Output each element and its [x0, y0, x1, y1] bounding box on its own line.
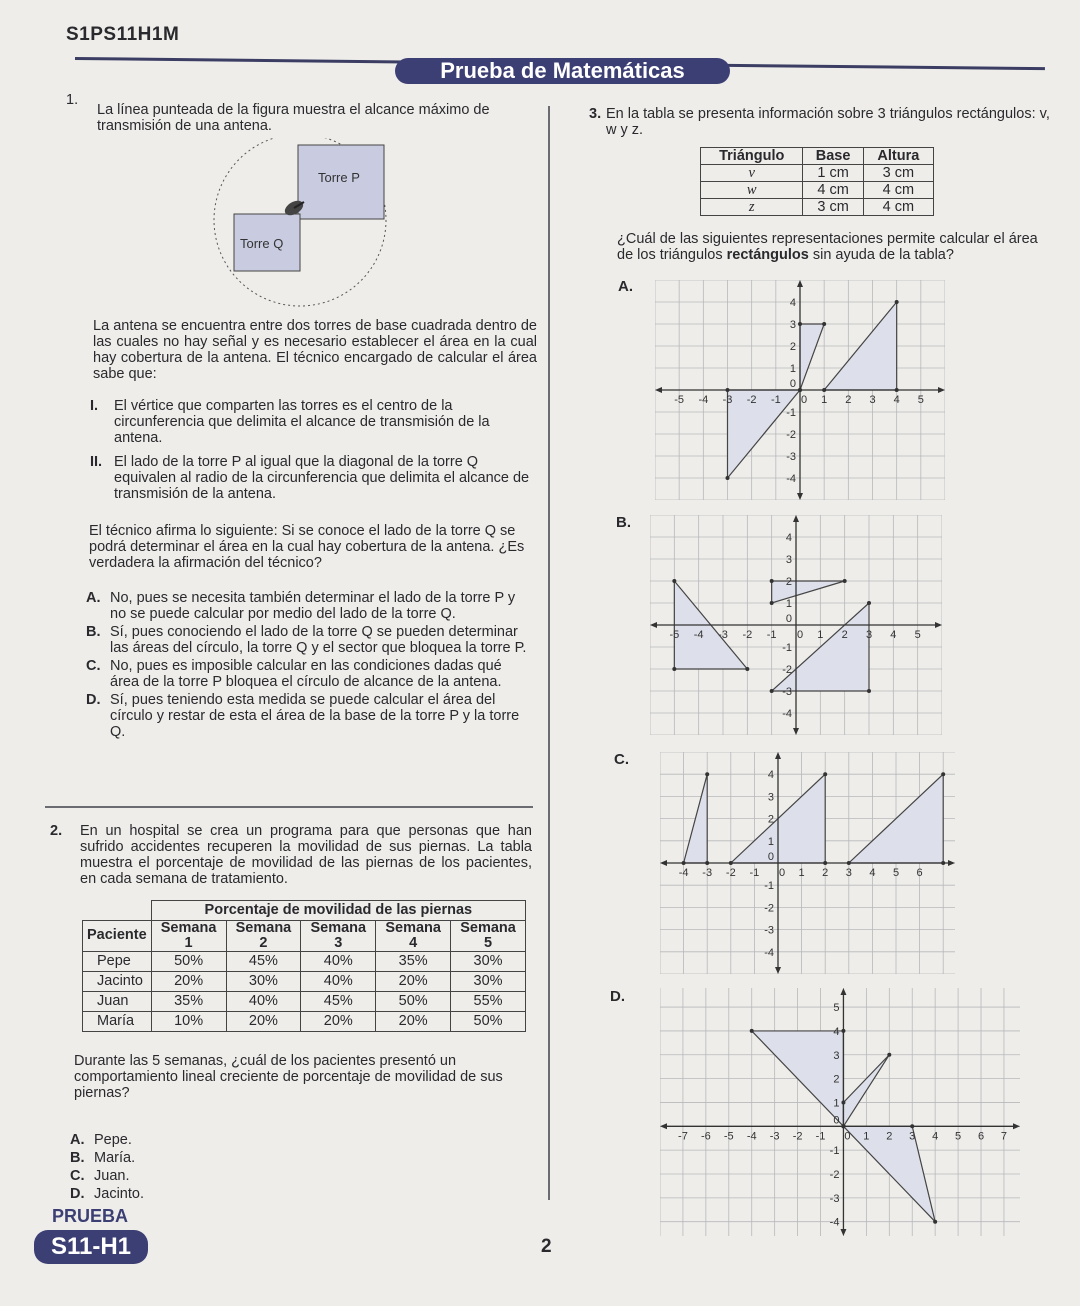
vertex-point [672, 667, 676, 671]
vertex-point [867, 689, 871, 693]
x-tick-label: -2 [725, 867, 736, 879]
column-divider [548, 106, 550, 1200]
q2-option-b[interactable]: B. María. [70, 1150, 136, 1166]
x-arrow-icon [948, 860, 955, 866]
y-tick-label: -1 [786, 407, 796, 419]
table-row [83, 951, 526, 971]
y-tick-label: -3 [829, 1192, 840, 1205]
q2-option-a[interactable]: A. Pepe. [70, 1132, 132, 1148]
vertex-point [941, 772, 945, 776]
col-header: Triángulo [701, 148, 803, 165]
x-tick-label: 5 [955, 1130, 962, 1143]
mobility-value: 20% [151, 971, 226, 991]
origin-label: 0 [789, 378, 796, 390]
triangle [772, 581, 845, 603]
x-tick-label: -6 [700, 1130, 711, 1143]
x-tick-label: 4 [869, 867, 876, 879]
q1-paragraph: La antena se encuentra entre dos torres de base cuadrada dentro de las cuales no hay señal y es necesario establecer el área en la cual hay cobertura de la antena. El técnico encargado de calcular el área sabe que: [93, 318, 537, 382]
patient-name: Jacinto [83, 971, 152, 991]
vertex-point [770, 601, 774, 605]
y-arrow-icon [793, 515, 799, 522]
x-tick-label: -7 [678, 1130, 688, 1143]
x-tick-label: 5 [892, 867, 900, 879]
y-tick-label: 2 [833, 1073, 840, 1086]
x-tick-label: -4 [678, 867, 689, 879]
mobility-value: 50% [451, 1011, 526, 1031]
x-tick-label: 1 [863, 1130, 870, 1143]
mobility-value: 50% [151, 951, 226, 971]
vertex-point [672, 579, 676, 583]
y-tick-label: 3 [767, 791, 774, 804]
x-tick-label: 3 [869, 394, 876, 406]
tower-q-label: Torre Q [240, 236, 284, 251]
mobility-value: 35% [376, 951, 451, 971]
table-cell: w [701, 182, 803, 199]
vertex-point [822, 322, 826, 326]
coordinate-graph-d[interactable] [660, 988, 1020, 1236]
patient-name: Juan [83, 991, 152, 1011]
y-tick-label: 1 [833, 1097, 840, 1110]
q2-option-c[interactable]: C. Juan. [70, 1168, 130, 1184]
mobility-value: 45% [301, 991, 376, 1011]
graph-option-label[interactable]: B. [616, 514, 631, 531]
y-tick-label: -3 [786, 451, 796, 463]
x-tick-label: -2 [746, 394, 757, 406]
graph-option-label[interactable]: C. [614, 751, 629, 768]
mobility-value: 40% [301, 971, 376, 991]
y-tick-label: 4 [789, 297, 796, 309]
x-tick-label: 4 [893, 394, 900, 406]
table-row [83, 971, 526, 991]
q1-option-b[interactable]: B. Sí, pues conociendo el lado de la torre Q se pueden determinar las áreas del círculo, la torre Q y el sector que bloquea la torre P. [86, 624, 527, 656]
vertex-point [750, 1029, 754, 1033]
col-header: Base [803, 148, 863, 165]
patient-name: María [83, 1011, 152, 1031]
x-arrow-icon [660, 860, 667, 866]
col-header: Semana 5 [451, 920, 526, 951]
vertex-point [726, 476, 730, 480]
mobility-value: 20% [226, 1011, 301, 1031]
vertex-point [867, 601, 871, 605]
question-divider [45, 806, 533, 808]
y-tick-label: 2 [789, 341, 796, 353]
page-title: Prueba de Matemáticas [395, 58, 730, 84]
x-tick-label: 1 [798, 867, 805, 879]
statement-ii: II. El lado de la torre P al igual que la diagonal de la torre Q equivalen al radio de la circunferencia que delimita el alcance de transmisión de la antena. [90, 454, 530, 502]
y-tick-label: 1 [789, 363, 796, 375]
q2-option-d[interactable]: D. Jacinto. [70, 1186, 144, 1202]
y-tick-label: -2 [786, 429, 796, 441]
x-tick-label: -1 [749, 867, 760, 879]
coordinate-graph-c[interactable] [660, 752, 955, 974]
mobility-table [82, 900, 526, 1032]
q2-question: Durante las 5 semanas, ¿cuál de los pacientes presentó un comportamiento lineal creciente de porcentaje de movilidad de sus piernas? [74, 1053, 503, 1101]
x-tick-label: -5 [669, 629, 680, 641]
y-tick-label: 2 [767, 813, 774, 826]
mobility-value: 30% [451, 951, 526, 971]
vertex-point [933, 1220, 937, 1224]
q3-number: 3. [589, 106, 602, 122]
y-arrow-icon [775, 967, 781, 974]
x-tick-label: -5 [723, 1130, 734, 1143]
statement-i: I. El vértice que comparten las torres es el centro de la circunferencia que delimita el alcance de transmisión de la antena. [90, 398, 490, 446]
x-arrow-icon [938, 387, 945, 393]
x-tick-label: -3 [722, 394, 733, 406]
x-tick-label: 1 [821, 394, 828, 406]
q2-options [70, 1132, 144, 1204]
table-cell: 4 cm [803, 182, 863, 199]
row-header: Paciente [83, 920, 152, 951]
table-row [701, 165, 934, 182]
x-tick-label: 5 [914, 629, 921, 641]
vertex-point [895, 300, 899, 304]
patient-name: Pepe [83, 951, 152, 971]
y-tick-label: -3 [782, 686, 792, 698]
x-tick-label: -2 [742, 629, 753, 641]
x-tick-label: -1 [815, 1130, 826, 1143]
col-header: Semana 3 [301, 920, 376, 951]
q1-claim: El técnico afirma lo siguiente: Si se conoce el lado de la torre Q se podrá determinar el área en la cual hay cobertura de la antena. ¿Es verdadera la afirmación del técnico? [89, 523, 525, 571]
x-arrow-icon [660, 1123, 667, 1129]
mobility-value: 20% [376, 1011, 451, 1031]
y-tick-label: 3 [789, 319, 796, 331]
triangles-table [700, 147, 934, 216]
col-header: Semana 2 [226, 920, 301, 951]
x-tick-label: -4 [746, 1130, 757, 1143]
x-tick-label: 0 [778, 867, 786, 879]
x-tick-label: 0 [796, 629, 804, 641]
table-row [701, 199, 934, 216]
y-tick-label: 1 [785, 598, 792, 610]
x-tick-label: -4 [693, 629, 704, 641]
q3-intro: En la tabla se presenta información sobre 3 triángulos rectángulos: v, w y z. [606, 106, 1050, 138]
y-tick-label: -4 [786, 473, 796, 485]
x-tick-label: 0 [844, 1130, 851, 1143]
page-number: 2 [541, 1236, 552, 1257]
y-tick-label: 5 [833, 1002, 840, 1015]
x-tick-label: 4 [932, 1130, 939, 1143]
x-tick-label: -3 [769, 1130, 780, 1143]
y-arrow-icon [797, 280, 803, 287]
x-arrow-icon [935, 622, 942, 628]
x-tick-label: 3 [909, 1130, 916, 1143]
mobility-value: 20% [376, 971, 451, 991]
vertex-point [843, 579, 847, 583]
y-arrow-icon [793, 728, 799, 735]
x-tick-label: -4 [698, 394, 709, 406]
q2-number: 2. [50, 823, 63, 839]
x-tick-label: -3 [718, 629, 728, 641]
x-tick-label: 6 [916, 867, 923, 879]
y-arrow-icon [797, 493, 803, 500]
mobility-value: 40% [226, 991, 301, 1011]
y-tick-label: 4 [767, 769, 774, 782]
y-tick-label: 3 [785, 554, 792, 566]
group-header: Porcentaje de movilidad de las piernas [151, 901, 525, 921]
y-tick-label: -4 [829, 1216, 840, 1229]
vertex-point [705, 772, 709, 776]
table-row [701, 182, 934, 199]
x-tick-label: 6 [977, 1130, 985, 1143]
coordinate-graph-b[interactable] [650, 515, 942, 735]
table-row [83, 1011, 526, 1031]
vertex-point [745, 667, 749, 671]
table-cell: z [701, 199, 803, 216]
y-arrow-icon [775, 752, 781, 759]
x-tick-label: 0 [800, 394, 808, 406]
q1-option-c[interactable]: C. No, pues es imposible calcular en las condiciones dadas qué área de la torre P bloquea el círculo de alcance de la antena. [86, 658, 502, 690]
vertex-point [887, 1053, 891, 1057]
q1-option-d[interactable]: D. Sí, pues teniendo esta medida se puede calcular el área del círculo y restar de esta el área de la base de la torre P y la torre Q. [86, 692, 520, 740]
q2-intro: En un hospital se crea un programa para que personas que han sufrido accidentes recuperen la movilidad de sus piernas. La tabla muestra el porcentaje de movilidad de las piernas de los pacientes, en cada semana de tratamiento. [80, 823, 532, 887]
y-tick-label: -1 [764, 880, 774, 893]
y-tick-label: -2 [829, 1169, 840, 1181]
y-tick-label: 2 [785, 576, 792, 588]
y-arrow-icon [840, 988, 846, 995]
x-tick-label: 1 [817, 629, 824, 641]
coordinate-graph-a[interactable] [655, 280, 945, 500]
col-header: Semana 1 [151, 920, 226, 951]
x-tick-label: -2 [792, 1130, 803, 1143]
x-tick-label: 7 [1000, 1130, 1008, 1143]
y-arrow-icon [840, 1229, 846, 1236]
graph-option-label[interactable]: D. [610, 988, 625, 1005]
x-tick-label: 2 [841, 629, 848, 641]
tower-p-label: Torre P [318, 170, 360, 185]
y-tick-label: -1 [829, 1145, 840, 1158]
x-arrow-icon [650, 622, 657, 628]
x-tick-label: -3 [702, 867, 713, 879]
q3-question: ¿Cuál de las siguientes representaciones permite calcular el área de los triángulos rectángulos sin ayuda de la tabla? [617, 231, 1038, 263]
x-tick-label: 5 [917, 394, 924, 406]
table-row [83, 991, 526, 1011]
q1-number: 1. [66, 92, 79, 108]
table-cell: v [701, 165, 803, 182]
y-tick-label: 1 [767, 835, 774, 848]
table-cell: 1 cm [803, 165, 863, 182]
y-tick-label: -4 [782, 708, 792, 720]
y-tick-label: -2 [764, 902, 774, 915]
graph-option-label[interactable]: A. [618, 278, 633, 295]
x-arrow-icon [1013, 1123, 1020, 1129]
y-tick-label: 4 [785, 532, 792, 544]
x-tick-label: 3 [845, 867, 852, 879]
x-tick-label: 2 [822, 867, 829, 879]
x-tick-label: 3 [865, 629, 873, 641]
col-header: Altura [863, 148, 933, 165]
y-tick-label: -3 [764, 924, 774, 937]
x-tick-label: -5 [674, 394, 685, 406]
footer-code-badge: S11-H1 [34, 1230, 148, 1264]
mobility-value: 45% [226, 951, 301, 971]
q1-options [86, 590, 534, 742]
triangle [800, 324, 824, 390]
table-cell: 4 cm [863, 182, 933, 199]
antenna-figure [200, 138, 400, 308]
mobility-value: 30% [451, 971, 526, 991]
mobility-value: 55% [451, 991, 526, 1011]
vertex-point [770, 689, 774, 693]
mobility-value: 35% [151, 991, 226, 1011]
col-header: Semana 4 [376, 920, 451, 951]
y-tick-label: -1 [782, 642, 792, 654]
q1-statements [90, 398, 538, 504]
origin-label: 0 [767, 851, 774, 863]
y-tick-label: -2 [782, 664, 792, 676]
mobility-value: 20% [301, 1011, 376, 1031]
q1-option-a[interactable]: A. No, pues se necesita también determinar el lado de la torre P y no se puede calcular por medio del lado de la torre Q. [86, 590, 516, 622]
y-tick-label: -4 [764, 946, 774, 959]
document-code: S1PS11H1M [66, 24, 180, 45]
mobility-value: 10% [151, 1011, 226, 1031]
mobility-value: 30% [226, 971, 301, 991]
x-tick-label: -1 [766, 629, 777, 641]
q1-intro: La línea punteada de la figura muestra el alcance máximo de transmisión de una antena. [97, 102, 490, 134]
table-cell: 4 cm [863, 199, 933, 216]
mobility-value: 50% [376, 991, 451, 1011]
x-tick-label: 2 [886, 1130, 893, 1143]
x-tick-label: 2 [845, 394, 852, 406]
table-cell: 3 cm [863, 165, 933, 182]
table-cell: 3 cm [803, 199, 863, 216]
origin-label: 0 [833, 1114, 840, 1127]
vertex-point [770, 579, 774, 583]
vertex-point [823, 772, 827, 776]
x-tick-label: -1 [770, 394, 781, 406]
footer-prueba: PRUEBA [52, 1206, 129, 1226]
mobility-value: 40% [301, 951, 376, 971]
x-arrow-icon [655, 387, 662, 393]
y-tick-label: 4 [833, 1025, 840, 1038]
x-tick-label: 4 [890, 629, 897, 641]
y-tick-label: 3 [833, 1049, 840, 1062]
origin-label: 0 [785, 613, 792, 625]
